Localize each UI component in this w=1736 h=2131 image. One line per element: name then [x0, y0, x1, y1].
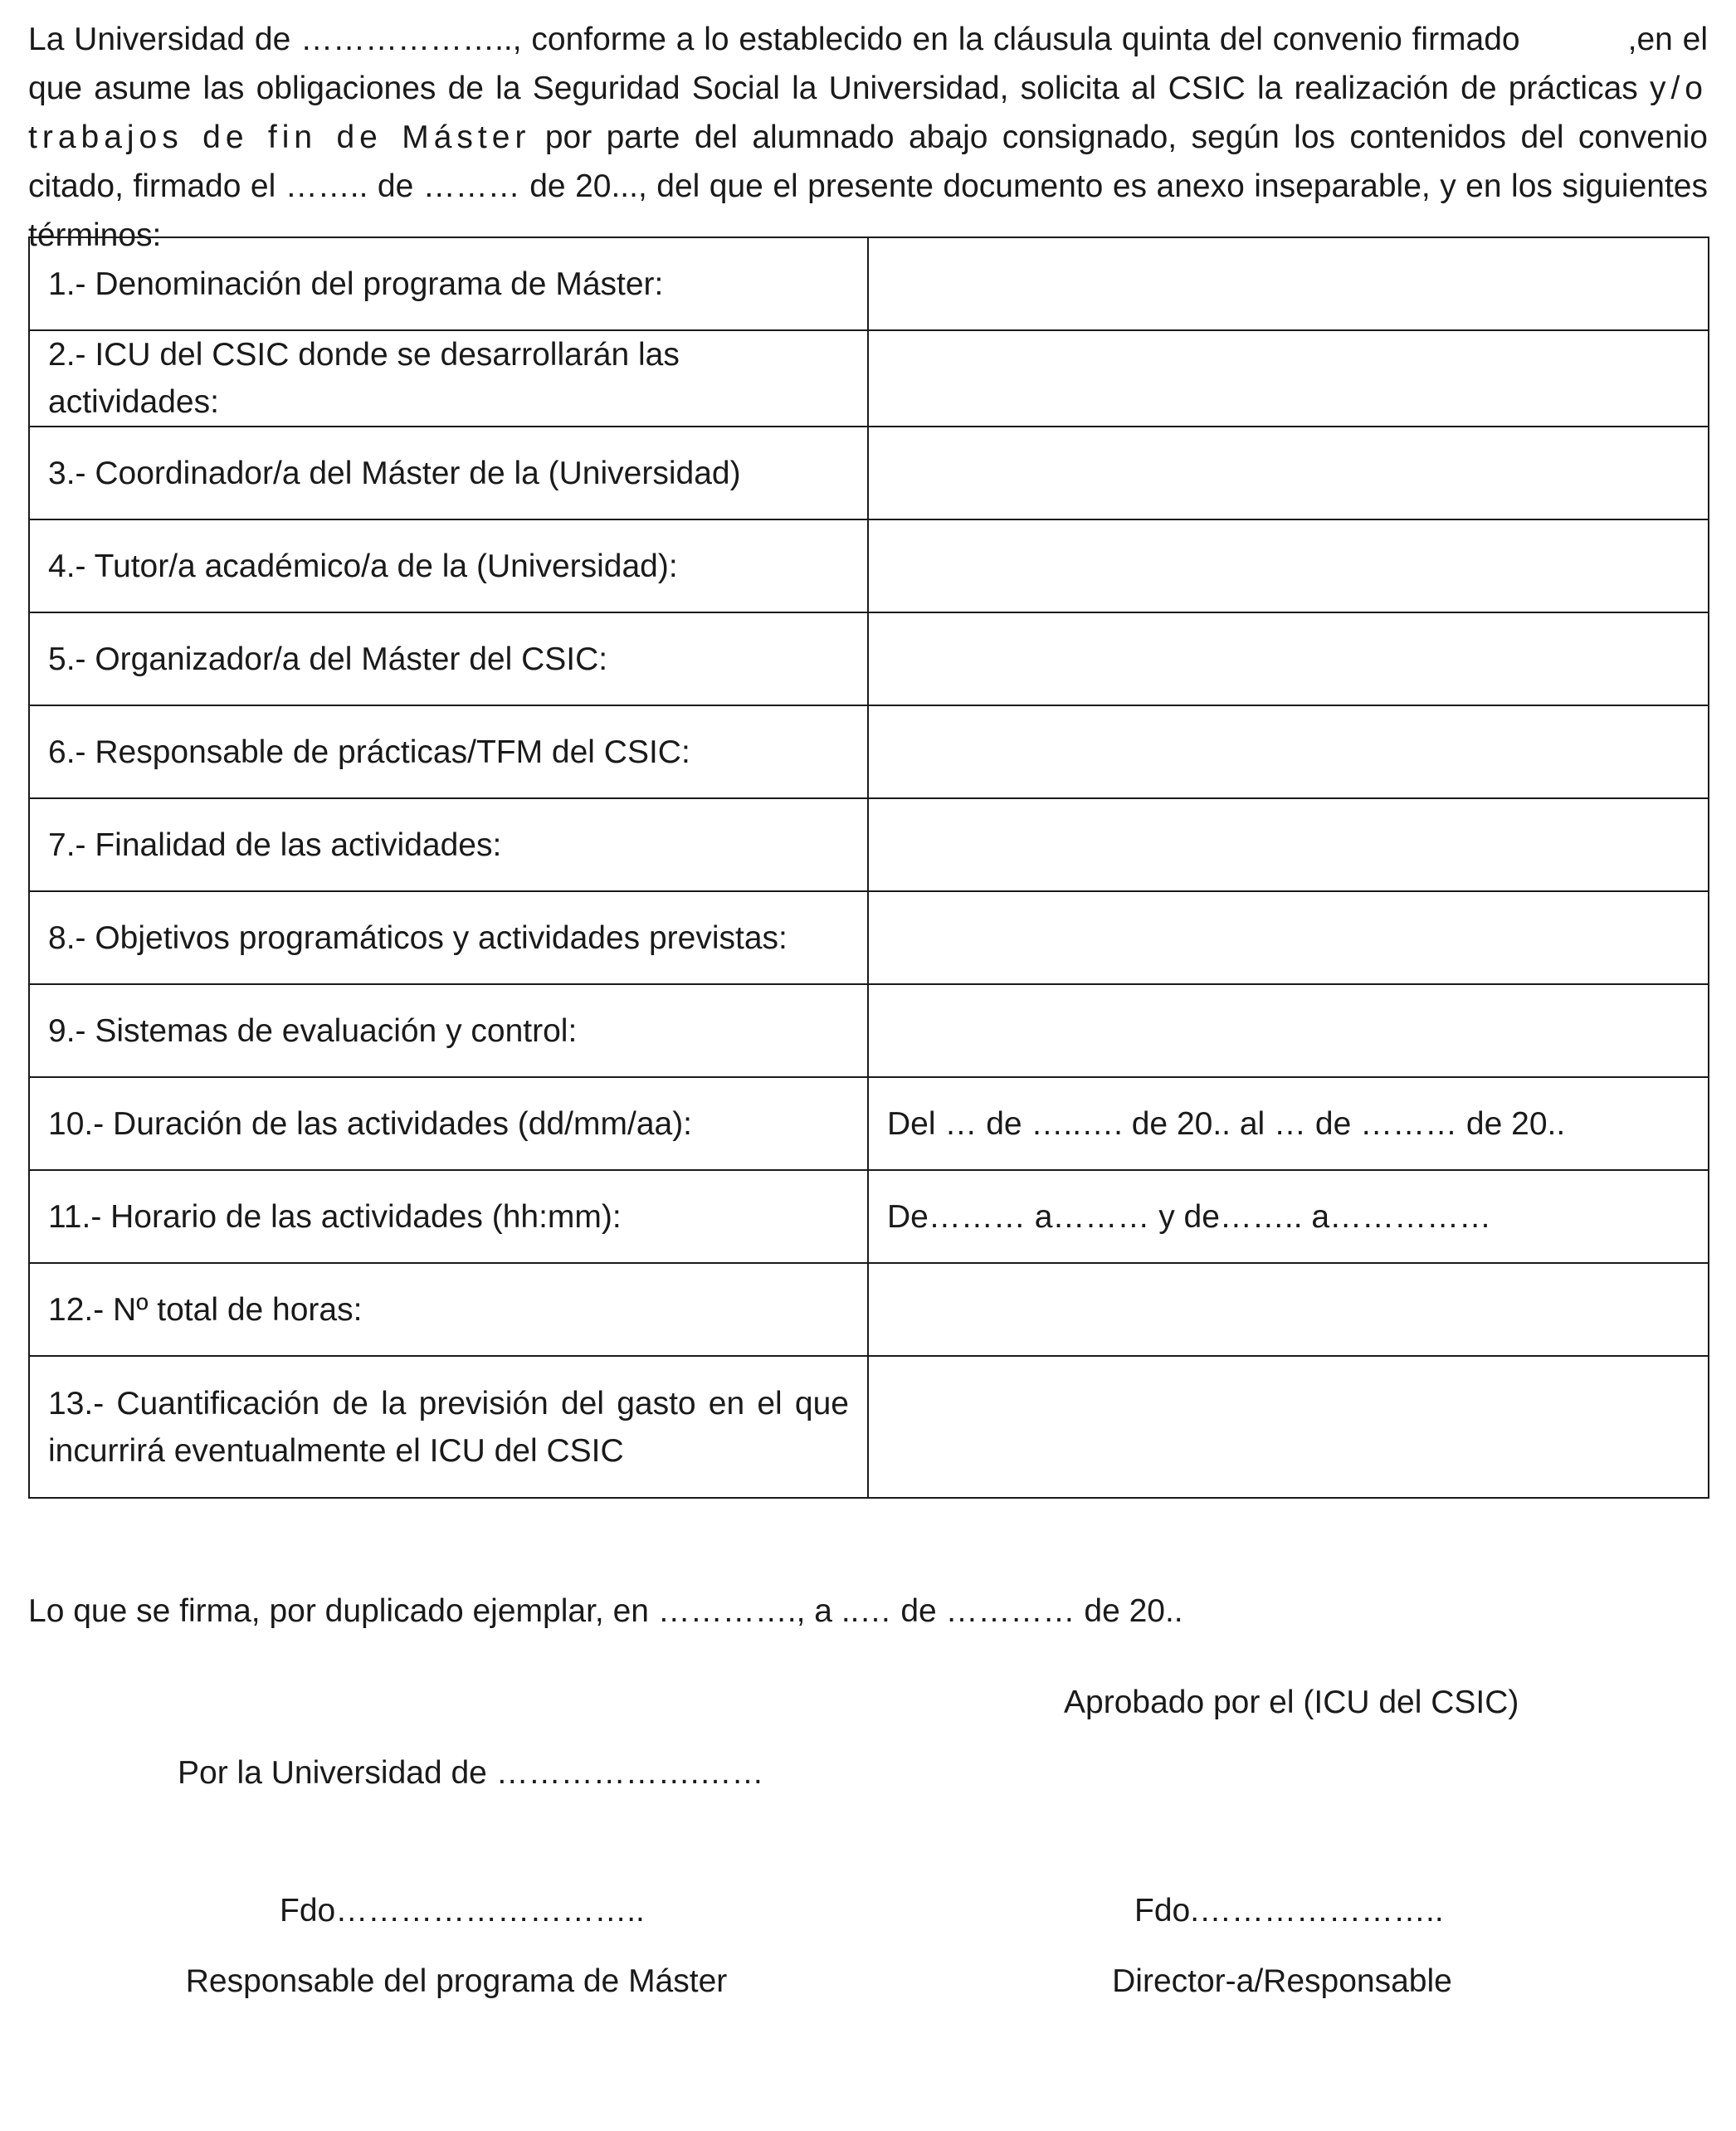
table-row: [29, 798, 1709, 891]
activities-table: [28, 237, 1709, 1499]
row-value[interactable]: [868, 984, 1709, 1077]
intro-text-spaced: y/o trabajos de fin de Máster: [28, 71, 1708, 155]
table-row: [29, 1077, 1709, 1170]
table-row: [29, 984, 1709, 1077]
intro-text-2: ,en el que asume las obligaciones de la Seguridad Social la Universidad, solicita al CSIC la realización de prácticas: [28, 22, 1708, 106]
row-value[interactable]: De……… a……… y de…….. a……………: [868, 1170, 1709, 1263]
row-label: 4.- Tutor/a académico/a de la (Universidad):: [29, 519, 868, 612]
signed-line: Lo que se firma, por duplicado ejemplar, en …………., a ..… de ………… de 20..: [28, 1593, 1183, 1629]
row-label: 6.- Responsable de prácticas/TFM del CSIC:: [29, 705, 868, 798]
table-row: [29, 237, 1709, 330]
row-value[interactable]: [868, 1263, 1709, 1356]
table-row: [29, 705, 1709, 798]
row-label: 8.- Objetivos programáticos y actividades previstas:: [29, 891, 868, 984]
row-label: 11.- Horario de las actividades (hh:mm):: [29, 1170, 868, 1263]
table-row: [29, 427, 1709, 519]
table-row: [29, 1356, 1709, 1498]
row-label: 7.- Finalidad de las actividades:: [29, 798, 868, 891]
table-row: [29, 612, 1709, 705]
approved-by: Aprobado por el (ICU del CSIC): [1064, 1685, 1519, 1720]
table-row: [29, 330, 1709, 427]
row-label: 12.- Nº total de horas:: [29, 1263, 868, 1356]
table-row: [29, 1263, 1709, 1356]
row-value[interactable]: [868, 891, 1709, 984]
intro-text-1: La Universidad de ……………….., conforme a lo establecido en la cláusula quinta del convenio firmado: [28, 22, 1520, 57]
row-label: 10.- Duración de las actividades (dd/mm/aa):: [29, 1077, 868, 1170]
table-row: [29, 519, 1709, 612]
row-label: 13.- Cuantificación de la previsión del gasto en el que incurrirá eventualmente el ICU del CSIC: [29, 1356, 868, 1498]
row-label: 2.- ICU del CSIC donde se desarrollarán las actividades:: [29, 330, 868, 427]
row-label: 5.- Organizador/a del Máster del CSIC:: [29, 612, 868, 705]
table-row: [29, 1170, 1709, 1263]
fdo-left[interactable]: Fdo………………………..: [280, 1893, 645, 1929]
row-value[interactable]: [868, 519, 1709, 612]
role-left: Responsable del programa de Máster: [185, 1963, 728, 1999]
table-row: [29, 891, 1709, 984]
row-value[interactable]: [868, 612, 1709, 705]
row-value[interactable]: [868, 330, 1709, 427]
row-value[interactable]: [868, 798, 1709, 891]
intro-text-3: por parte del alumnado abajo consignado, según los contenidos del convenio citado, firmado el …….. de ……… de 20..., del que el presente documento es anexo inseparable, y en los siguientes términos:: [28, 119, 1708, 253]
row-label: 1.- Denominación del programa de Máster:: [29, 237, 868, 330]
by-university: Por la Universidad de ……………….……: [178, 1755, 764, 1791]
fdo-right[interactable]: Fdo.…………………..: [1134, 1893, 1444, 1929]
row-value[interactable]: Del … de …..…. de 20.. al … de ……… de 20..: [868, 1077, 1709, 1170]
row-value[interactable]: [868, 427, 1709, 519]
row-value[interactable]: [868, 1356, 1709, 1498]
intro-paragraph: [28, 15, 1708, 260]
row-label: 9.- Sistemas de evaluación y control:: [29, 984, 868, 1077]
row-value[interactable]: [868, 237, 1709, 330]
row-label: 3.- Coordinador/a del Máster de la (Universidad): [29, 427, 868, 519]
role-right: Director-a/Responsable: [1112, 1963, 1452, 1999]
row-value[interactable]: [868, 705, 1709, 798]
